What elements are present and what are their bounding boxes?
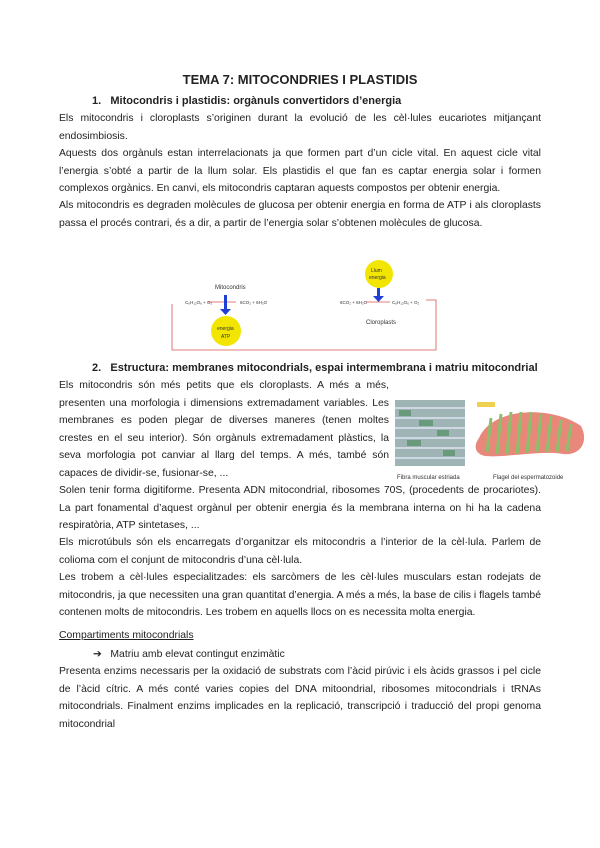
mito-label: Mitocondris [215,285,246,291]
section2-paragraph-2: Solen tenir forma digitiforme. Presenta ADN mitocondrial, ribosomes 70S, (procedents de procariotes). La part fonamental d’aquest orgànul per obtenir energia és la membrana interna on hi ha la cadena respiratòria, ATP sintetases, ... [59,485,541,531]
section2-paragraph-4: Les trobem a cèl·lules especialitzades: els sarcòmers de les cèl·lules musculars estan rodejats de mitocondris, ja que necessiten una gran quantitat d’energia. A més a més, la base de cilis i flagels també contenen molts de mitocondris. Les trobem en aquells llocs on es necessita molta energia. [59,572,541,618]
section1-title: Mitocondris i plastidis: orgànuls convertidors d’energia [110,95,402,107]
mito-down-arrowhead [220,309,231,315]
section1-paragraph-3: Als mitocondris es degraden molècules de glucosa per obtenir energia en forma de ATP i als cloroplasts passa el procés contrari, és a dir, a partir de l’energia solar s’obtenen molècules de glucosa. [59,200,541,229]
page-title: TEMA 7: MITOCONDRIES I PLASTIDIS [182,72,418,87]
cycle-outline [172,300,436,350]
compartments-heading: Compartiments mitocondrials [59,630,194,641]
section2-number: 2. [92,362,102,374]
chloro-down-arrowhead [373,296,384,302]
mito-left-formula: C₆H₁₂O₆ + O₂ [185,300,213,305]
section2-paragraph-1: Els mitocondris són més petits que els cloroplasts. A més a més, presenten una morfologia i dimensions extremadament variables. Les membranes es poden plegar de diverses maneres (tenen moltes crestes en el seu interior). Són orgànuls extremadament plàstics, la seva morfologia pot canviar al llarg del temps. A més, també són capaces de dividir-se, fusionar-se, ... [59,380,389,479]
section2-heading [92,362,538,374]
section2-paragraph-3: Els microtúbuls són els encarregats d’organitzar els mitocondris a l’interior de la cèl·lula. Parlem de colioma com el conjunt de mitocondris d’una cèl·lula. [59,537,541,566]
caption-muscle: Fibra muscular estriada [397,475,460,481]
section1-paragraph-2: Aquests dos orgànuls estan interrelacionats ja que formen part d’un cicle vital. En aquest cicle vital l’energia s’obté a partir de la llum solar. Els plastidis el que fan es captar energia solar i formen complexos orgànics. En canvi, els mitocondris captaran aquests compostos per obtenir energia. [59,148,541,194]
energy-label-2: ATP [221,334,231,340]
caption-flagellum: Flagel del espermatozoide [493,475,564,481]
energy-label-1: energia [217,326,234,332]
section2-title: Estructura: membranes mitocondrials, espai intermembrana i matriu mitocondrial [110,362,538,374]
compartments-bullet-text: Matriu amb elevat contingut enzimàtic [110,649,285,660]
energy-cycle-diagram [160,252,445,352]
mitochondria-figure [393,396,593,484]
chloro-right-formula: C₆H₁₂O₆ + O₂ [392,300,420,305]
compartments-paragraph: Presenta enzims necessaris per la oxidació de substrats com l’àcid pirúvic i els àcids grassos i pel cicle de l’àcid cítric. A més conté varies copies del DNA mitoondrial, ribosomes mitocondrials i tRNAs mitocondrials. Finalment enzims implicades en la replicació, transcripció i traducció del propi genoma mitocondrial [59,666,541,730]
mito-right-formula: 6CO₂ + 6H₂O [240,300,268,305]
mito-down-arrow [224,295,227,311]
section1-number: 1. [92,95,102,107]
chloro-left-formula: 6CO₂ + 6H₂O [340,300,368,305]
section1-heading [92,95,401,107]
light-label-2: energia [369,275,386,281]
chloro-label: Cloroplasts [366,320,397,326]
arrow-icon: ➔ [93,649,102,660]
light-energy-circle [365,260,393,288]
light-label-1: Llum [371,268,382,274]
compartments-bullet [93,648,285,660]
section1-paragraph-1: Els mitocondris i cloroplasts s’originen durant la evolució de les cèl·lules eucariotes mitjançant endosimbiosis. [59,113,541,142]
